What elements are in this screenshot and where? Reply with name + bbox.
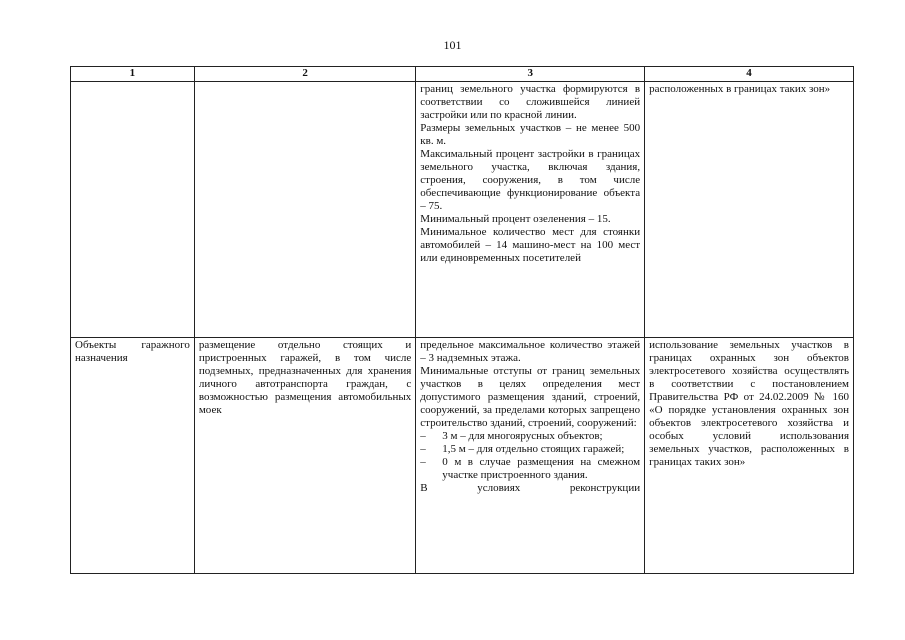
row-a-restrictions-cell: расположенных в границах таких зон» — [645, 82, 854, 338]
parameter-text: Минимальный процент озеленения – 15. — [420, 213, 611, 225]
table-header-row — [71, 67, 854, 82]
list-item: – 1,5 м – для отдельно стоящих гаражей; — [420, 443, 625, 455]
row-b-parameters-cell — [416, 338, 645, 574]
parameter-text: Размеры земельных участков – не менее 500 кв. м. — [420, 122, 641, 147]
parameter-text: Максимальный процент застройки в границах земельного участка, включая здания, строения, сооружения, в том числе обеспечивающие функционирование объекта – 75. — [420, 148, 641, 212]
row-a-object-cell — [71, 82, 195, 338]
parameter-text: Минимальное количество мест для стоянки автомобилей – 14 машино-мест на 100 мест или единовременных посетителей — [420, 226, 641, 264]
dash-marker: – — [420, 430, 426, 442]
parameter-text: предельное максимальное количество этажей – 3 надземных этажа. — [420, 339, 641, 364]
list-item: – 3 м – для многоярусных объектов; — [420, 430, 603, 442]
column-header-1: 1 — [71, 67, 195, 82]
row-b-use-cell: размещение отдельно стоящих и пристроенных гаражей, в том числе подземных, предназначенных для хранения личного автотранспорта граждан, с возможностью размещения автомобильных моек — [194, 338, 415, 574]
regulations-table — [70, 66, 854, 574]
parameter-text: границ земельного участка формируются в соответствии со сложившейся линией застройки или по красной линии. — [420, 83, 641, 121]
column-header-3: 3 — [416, 67, 645, 82]
setback-list — [420, 430, 640, 482]
row-a-use-cell — [194, 82, 415, 338]
row-b-object-cell: Объекты гаражного назначения — [71, 338, 195, 574]
dash-marker: – — [420, 443, 426, 455]
dash-marker: – — [420, 456, 426, 468]
table-row — [71, 338, 854, 574]
column-header-2: 2 — [194, 67, 415, 82]
column-header-4: 4 — [645, 67, 854, 82]
list-item: – 0 м в случае размещения на смежном участке пристроенного здания. — [420, 456, 641, 481]
row-a-parameters-cell — [416, 82, 645, 338]
page-number: 101 — [443, 38, 462, 52]
parameter-text: Минимальные отступы от границ земельных участков в целях определения мест допустимого размещения зданий, строений, сооружений, за пределами которых запрещено строительство зданий, строений, сооружений: — [420, 365, 641, 429]
row-b-restrictions-cell: использование земельных участков в границах охранных зон объектов электросетевого хозяйства осуществлять в соответствии с постановлением Правительства РФ от 24.02.2009 № 160 «О порядке установления охранных зон объектов электросетевого хозяйства и особых условий использования земельных участков, расположенных в границах таких зон» — [645, 338, 854, 574]
parameter-text: В условиях реконструкции — [420, 482, 641, 494]
table-row — [71, 82, 854, 338]
